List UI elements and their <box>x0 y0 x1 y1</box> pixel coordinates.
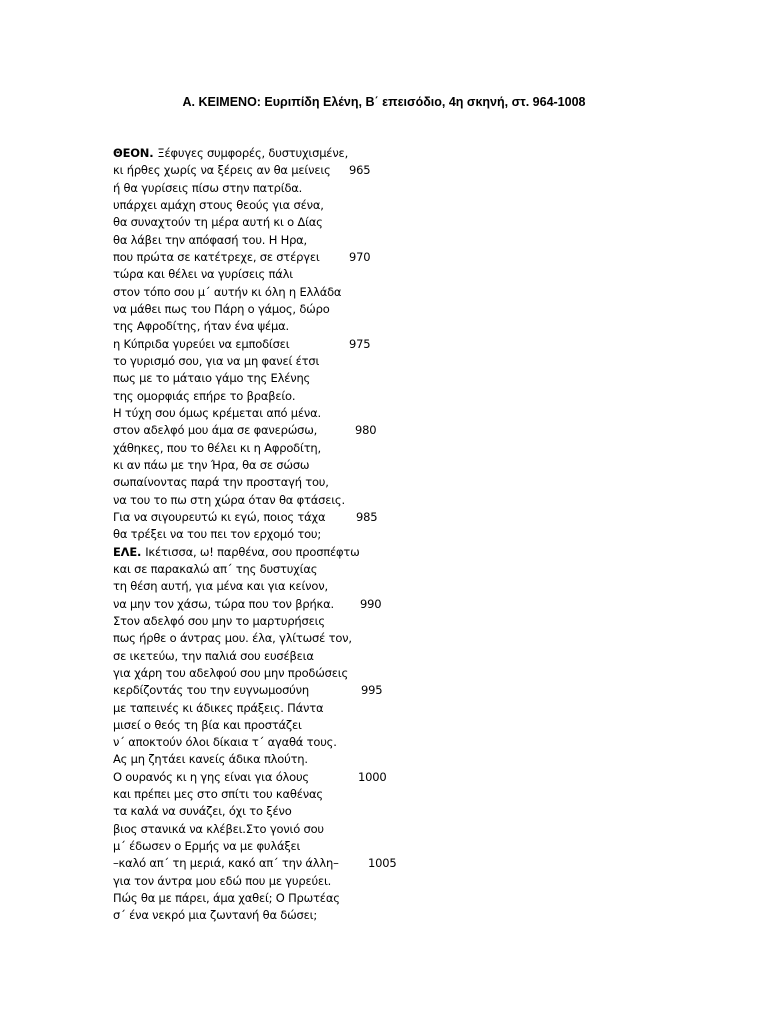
poem-line <box>113 474 573 491</box>
line-number: 985 <box>356 509 378 524</box>
verse-text: Στον αδελφό σου μην το μαρτυρήσεις <box>113 613 325 628</box>
poem-line <box>113 682 573 699</box>
verse-text: Ο ουρανός κι η γης είναι για όλους <box>113 769 309 784</box>
verse-text: σε ικετεύω, την παλιά σου ευσέβεια <box>113 648 314 663</box>
verse-text: της Αφροδίτης, ήταν ένα ψέμα. <box>113 319 289 334</box>
line-number: 970 <box>349 249 371 264</box>
verse-text: βιος στανικά να κλέβει.Στο γονιό σου <box>113 821 324 836</box>
verse-text: Η τύχη σου όμως κρέμεται από μένα. <box>113 405 321 420</box>
poem-line <box>113 370 573 387</box>
poem-line <box>113 266 573 283</box>
poem-line <box>113 578 573 595</box>
verse-text: που πρώτα σε κατέτρεχε, σε στέργει <box>113 249 320 264</box>
verse-text: στον αδελφό μου άμα σε φανερώσω, <box>113 423 318 438</box>
verse-text: ν΄ αποκτούν όλοι δίκαια τ΄ αγαθά τους. <box>113 735 337 750</box>
verse-text: τη θέση αυτή, για μένα και για κείνον, <box>113 579 328 594</box>
poem-line <box>113 180 573 197</box>
verse-text: να μην τον χάσω, τώρα που τον βρήκα. <box>113 596 334 611</box>
verse-text: τώρα και θέλει να γυρίσεις πάλι <box>113 267 293 282</box>
poem-line <box>113 214 573 231</box>
verse-text: η Κύπριδα γυρεύει να εμποδίσει <box>113 336 290 351</box>
verse-text: –καλό απ΄ τη μεριά, κακό απ΄ την άλλη– <box>113 856 339 871</box>
verse-text: στον τόπο σου μ΄ αυτήν κι όλη η Ελλάδα <box>113 284 342 299</box>
verse-text: να του το πω στη χώρα όταν θα φτάσεις. <box>113 492 345 507</box>
poem-line <box>113 769 573 786</box>
poem-line <box>113 907 573 924</box>
poem-line <box>113 440 573 457</box>
verse-text: κερδίζοντάς του την ευγνωμοσύνη <box>113 683 309 698</box>
poem-line <box>113 648 573 665</box>
poem-line <box>113 145 573 162</box>
verse-text: πως ήρθε ο άντρας μου. έλα, γλίτωσέ τον, <box>113 631 352 646</box>
verse-text: σ΄ ένα νεκρό μια ζωντανή θα δώσει; <box>113 908 318 923</box>
poem-line <box>113 613 573 630</box>
poem-line <box>113 318 573 335</box>
verse-text: για τον άντρα μου εδώ που με γυρεύει. <box>113 873 332 888</box>
poem-line <box>113 336 573 353</box>
poem-line <box>113 526 573 543</box>
verse-text: τα καλά να συνάζει, όχι το ξένο <box>113 804 292 819</box>
poem-line <box>113 249 573 266</box>
line-number: 980 <box>355 423 377 438</box>
verse-text: ή θα γυρίσεις πίσω στην πατρίδα. <box>113 180 303 195</box>
verse-text: πως με το μάταιο γάμο της Ελένης <box>113 371 311 386</box>
poem-line <box>113 509 573 526</box>
verse-text: με ταπεινές κι άδικες πράξεις. Πάντα <box>113 700 324 715</box>
poem-line <box>113 855 573 872</box>
verse-text: σωπαίνοντας παρά την προσταγή του, <box>113 475 329 490</box>
poem-line <box>113 422 573 439</box>
verse-text: θα συναχτούν τη μέρα αυτή κι ο Δίας <box>113 215 323 230</box>
poem-text <box>113 145 573 925</box>
verse-text: να μάθει πως του Πάρη ο γάμος, δώρο <box>113 301 330 316</box>
verse-text: χάθηκες, που το θέλει κι η Αφροδίτη, <box>113 440 321 455</box>
speaker-label: ΘΕΟΝ. <box>113 146 154 160</box>
poem-line <box>113 630 573 647</box>
verse-text: Πώς θα με πάρει, άμα χαθεί; Ο Πρωτέας <box>113 891 340 906</box>
verse-text: θα λάβει την απόφασή του. Η Ηρα, <box>113 232 308 247</box>
verse-text: μ΄ έδωσεν ο Ερμής να με φυλάξει <box>113 839 301 854</box>
line-number: 995 <box>361 683 383 698</box>
verse-text: για χάρη του αδελφού σου μην προδώσεις <box>113 665 349 680</box>
poem-line <box>113 751 573 768</box>
poem-line <box>113 838 573 855</box>
verse-text: της ομορφιάς επήρε το βραβείο. <box>113 388 296 403</box>
poem-line <box>113 197 573 214</box>
line-number: 990 <box>360 596 382 611</box>
poem-line <box>113 284 573 301</box>
speaker-label: ΕΛΕ. <box>113 544 142 559</box>
line-number: 975 <box>349 336 371 351</box>
verse-text: Ικέτισσα, ω! παρθένα, σου προσπέφτω <box>145 544 360 559</box>
verse-text: το γυρισμό σου, για να μη φανεί έτσι <box>113 353 320 368</box>
poem-line <box>113 162 573 179</box>
poem-line <box>113 561 573 578</box>
poem-line <box>113 457 573 474</box>
poem-line <box>113 821 573 838</box>
line-number: 1005 <box>368 856 397 871</box>
poem-line <box>113 388 573 405</box>
line-number: 965 <box>349 163 371 178</box>
poem-line <box>113 700 573 717</box>
poem-line <box>113 786 573 803</box>
verse-text: υπάρχει αμάχη στους θεούς για σένα, <box>113 197 324 212</box>
verse-text: Ας μη ζητάει κανείς άδικα πλούτη. <box>113 752 308 767</box>
verse-text: Για να σιγουρευτώ κι εγώ, ποιος τάχα <box>113 509 326 524</box>
poem-line <box>113 734 573 751</box>
line-number: 1000 <box>358 769 387 784</box>
poem-line <box>113 353 573 370</box>
poem-line <box>113 544 573 561</box>
document-title: Α. ΚΕΙΜΕΝΟ: Ευριπίδη Ελένη, Β΄ επεισόδιο, 4η σκηνή, στ. 964-1008 <box>182 95 586 109</box>
verse-text: και σε παρακαλώ απ΄ της δυστυχίας <box>113 561 318 576</box>
poem-line <box>113 873 573 890</box>
verse-text: κι ήρθες χωρίς να ξέρεις αν θα μείνεις <box>113 163 331 178</box>
poem-line <box>113 665 573 682</box>
poem-line <box>113 596 573 613</box>
poem-line <box>113 405 573 422</box>
poem-line <box>113 890 573 907</box>
poem-line <box>113 301 573 318</box>
poem-line <box>113 717 573 734</box>
verse-text: θα τρέξει να του πει τον ερχομό του; <box>113 527 322 542</box>
verse-text: Ξέφυγες συμφορές, δυστυχισμένε, <box>157 146 349 160</box>
verse-text: μισεί ο θεός τη βία και προστάζει <box>113 717 302 732</box>
poem-line <box>113 492 573 509</box>
verse-text: και πρέπει μες στο σπίτι του καθένας <box>113 787 323 802</box>
poem-line <box>113 232 573 249</box>
poem-line <box>113 803 573 820</box>
verse-text: κι αν πάω με την Ήρα, θα σε σώσω <box>113 457 310 472</box>
